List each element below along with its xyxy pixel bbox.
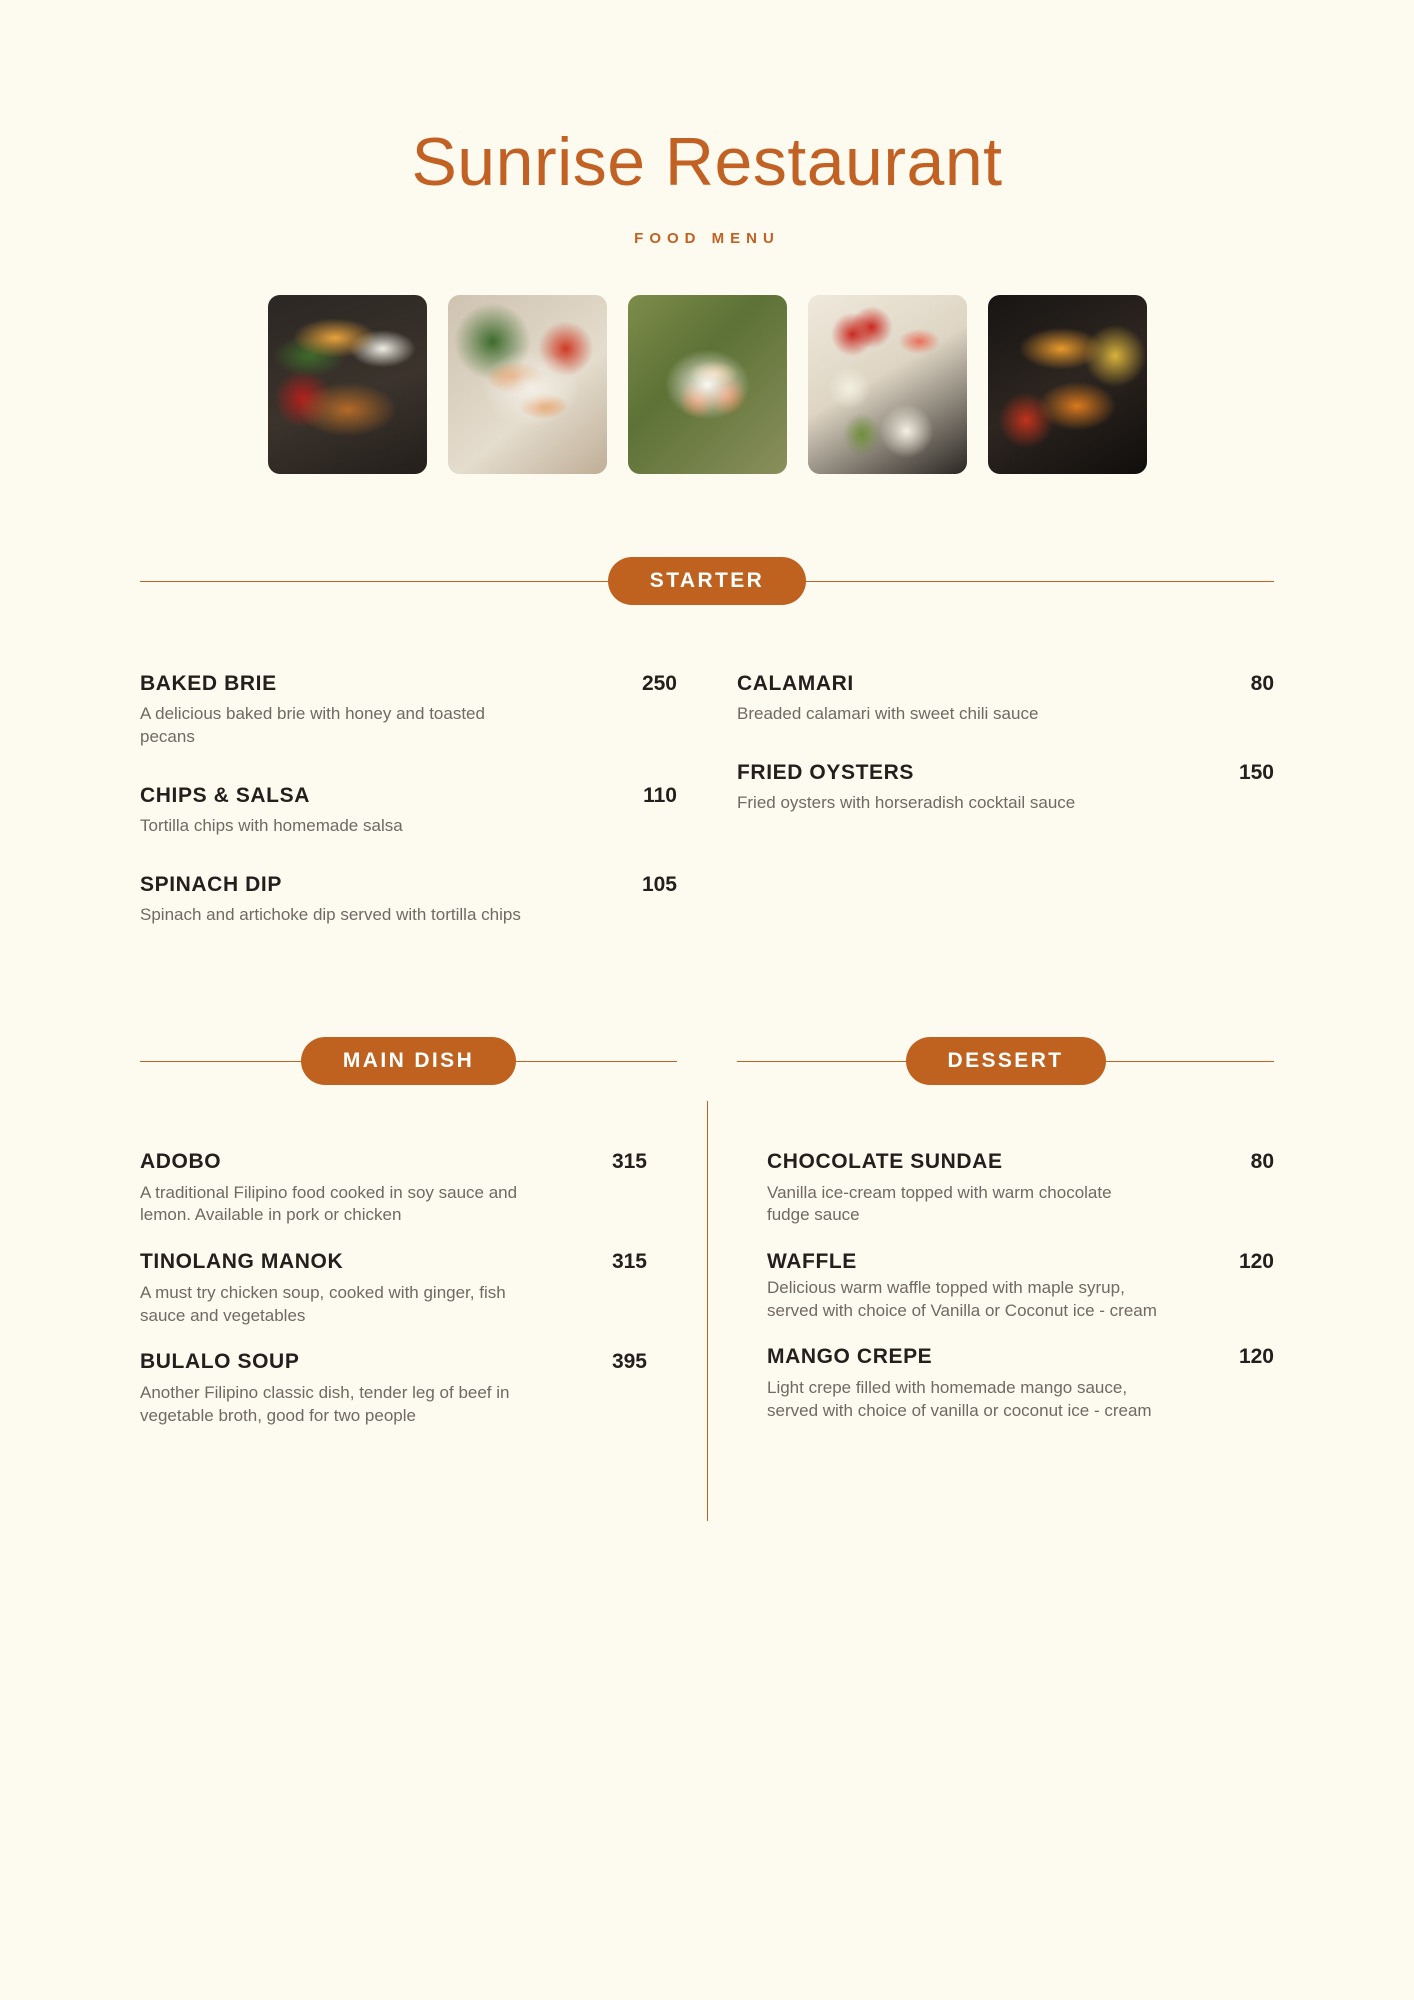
menu-item-name: BAKED BRIE (140, 672, 277, 695)
menu-item-description: Tortilla chips with homemade salsa (140, 816, 403, 836)
menu-item (140, 1149, 647, 1227)
photo-image (628, 295, 787, 474)
photo-pork-belly-plate (268, 295, 427, 474)
page-subtitle: FOOD MENU (634, 230, 780, 247)
photo-image (268, 295, 427, 474)
photo-image (808, 295, 967, 474)
main-dish-items (140, 1149, 707, 1449)
photo-shrimp-pad-thai (628, 295, 787, 474)
menu-item-header (140, 1349, 647, 1374)
menu-item-header (140, 872, 677, 897)
vertical-divider (707, 1101, 708, 1521)
photo-noodle-salad-plate (448, 295, 607, 474)
section-title-main-dish: MAIN DISH (301, 1037, 516, 1085)
menu-item (767, 1344, 1274, 1422)
divider-line (806, 581, 1274, 582)
photo-strip (140, 295, 1274, 474)
menu-item-description: A must try chicken soup, cooked with ginger, fish sauce and vegetables (140, 1282, 506, 1325)
menu-item-header (767, 1149, 1274, 1174)
photo-image (448, 295, 607, 474)
photo-sweet-sour-chicken (988, 295, 1147, 474)
section-title-starter: STARTER (608, 557, 806, 605)
menu-item (767, 1249, 1274, 1322)
menu-item-header (140, 783, 677, 808)
menu-item-name: WAFFLE (767, 1250, 857, 1274)
menu-item (140, 1349, 647, 1427)
menu-item-header (140, 1249, 647, 1274)
divider-line (737, 1061, 906, 1062)
menu-item-header (737, 671, 1274, 696)
menu-item-price: 105 (641, 873, 677, 897)
section-headers-mid (140, 1037, 1274, 1085)
menu-item (737, 760, 1274, 815)
menu-item-header (140, 1149, 647, 1174)
menu-item-description: Breaded calamari with sweet chili sauce (737, 704, 1039, 724)
menu-item-description: Light crepe filled with homemade mango sauce, served with choice of vanilla or coconut ice - cream (767, 1377, 1152, 1420)
menu-item-name: TINOLANG MANOK (140, 1250, 344, 1274)
menu-item-description: Delicious warm waffle topped with maple syrup, served with choice of Vanilla or Coconut ice - cream (767, 1277, 1157, 1320)
menu-item-description: Vanilla ice-cream topped with warm chocolate fudge sauce (767, 1182, 1112, 1225)
menu-item (140, 1249, 647, 1327)
menu-item-name: BULALO SOUP (140, 1350, 300, 1374)
menu-item-header (737, 760, 1274, 785)
mid-items (140, 1149, 1274, 1449)
menu-item-price: 250 (641, 672, 677, 695)
menu-item-name: CALAMARI (737, 672, 854, 695)
menu-item-name: SPINACH DIP (140, 873, 282, 897)
starter-column-right (737, 671, 1274, 927)
starter-column-left (140, 671, 677, 927)
menu-item-description: Spinach and artichoke dip served with tortilla chips (140, 905, 521, 925)
menu-item-price: 120 (1238, 1250, 1274, 1274)
photo-image (988, 295, 1147, 474)
divider-line (516, 1061, 677, 1062)
starter-items (140, 671, 1274, 927)
page-title: Sunrise Restaurant (411, 124, 1003, 200)
menu-item-header (767, 1344, 1274, 1369)
menu-item-price: 80 (1250, 1150, 1274, 1174)
menu-item-header (767, 1249, 1274, 1274)
section-header-main-dish (140, 1037, 707, 1085)
divider-line (140, 1061, 301, 1062)
section-header-dessert (707, 1037, 1274, 1085)
menu-item-name: ADOBO (140, 1150, 222, 1174)
menu-item-header (140, 671, 677, 696)
menu-item-description: Fried oysters with horseradish cocktail sauce (737, 793, 1076, 813)
menu-item (737, 671, 1274, 726)
menu-item-name: FRIED OYSTERS (737, 761, 914, 785)
menu-item-price: 395 (611, 1350, 647, 1374)
menu-item-price: 315 (611, 1150, 647, 1174)
menu-item-name: MANGO CREPE (767, 1345, 933, 1369)
menu-item-price: 150 (1238, 761, 1274, 785)
section-title-dessert: DESSERT (906, 1037, 1106, 1085)
menu-item (140, 671, 677, 749)
divider-line (140, 581, 608, 582)
menu-item-description: A traditional Filipino food cooked in soy sauce and lemon. Available in pork or chicken (140, 1182, 518, 1225)
section-header-starter (140, 559, 1274, 603)
menu-item-price: 315 (611, 1250, 647, 1274)
menu-item-name: CHOCOLATE SUNDAE (767, 1150, 1003, 1174)
photo-breakfast-bowl (808, 295, 967, 474)
divider-line (1106, 1061, 1275, 1062)
menu-item (767, 1149, 1274, 1227)
menu-item-price: 120 (1238, 1345, 1274, 1369)
menu-item-description: Another Filipino classic dish, tender leg of beef in vegetable broth, good for two people (140, 1382, 510, 1425)
menu-item (140, 872, 677, 927)
dessert-items (707, 1149, 1274, 1449)
menu-item-description: A delicious baked brie with honey and toasted pecans (140, 704, 485, 747)
menu-item-price: 80 (1250, 672, 1274, 695)
menu-item-price: 110 (643, 784, 677, 808)
menu-item-name: CHIPS & SALSA (140, 784, 310, 808)
menu-item (140, 783, 677, 838)
